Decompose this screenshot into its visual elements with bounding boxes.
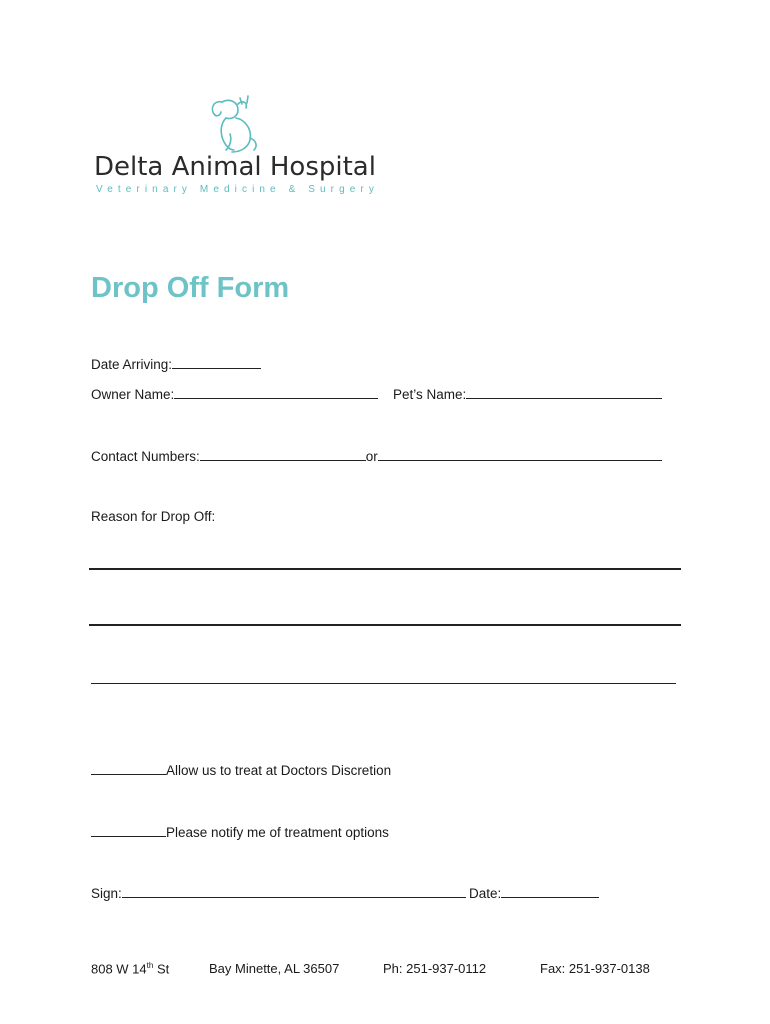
sign-label: Sign:	[91, 886, 122, 901]
dog-cat-icon	[206, 94, 268, 156]
allow-treat-field[interactable]	[91, 762, 166, 775]
form-title: Drop Off Form	[91, 272, 290, 304]
footer-fax: Fax: 251-937-0138	[540, 961, 650, 976]
or-label: or	[365, 449, 378, 464]
sign-date-field[interactable]	[501, 885, 599, 898]
footer-address-number: 808 W 14	[91, 961, 147, 977]
contact-numbers-row	[91, 448, 662, 464]
contact-numbers-label: Contact Numbers:	[91, 449, 200, 464]
reason-label: Reason for Drop Off:	[91, 509, 216, 524]
contact-number-1-field[interactable]	[200, 448, 366, 461]
contact-number-2-field[interactable]	[378, 448, 662, 461]
hospital-logo	[88, 94, 388, 204]
pets-name-field[interactable]	[466, 386, 662, 399]
pets-name-row	[393, 386, 662, 402]
footer-address-ordinal: th	[146, 961, 154, 970]
reason-line-1[interactable]	[89, 568, 681, 570]
date-arriving-field[interactable]	[172, 356, 261, 369]
notify-label: Please notify me of treatment options	[166, 825, 389, 840]
date-label: Date:	[469, 886, 502, 901]
owner-name-row	[91, 386, 378, 402]
reason-line-2[interactable]	[89, 624, 681, 626]
signature-field[interactable]	[122, 885, 466, 898]
pets-name-label: Pet’s Name:	[393, 387, 467, 402]
owner-name-label: Owner Name:	[91, 387, 175, 402]
sign-row	[91, 885, 466, 901]
hospital-tagline: Veterinary Medicine & Surgery	[96, 184, 379, 195]
footer-phone: Ph: 251-937-0112	[383, 961, 487, 976]
allow-treat-label: Allow us to treat at Doctors Discretion	[166, 763, 392, 778]
notify-field[interactable]	[91, 824, 166, 837]
allow-treat-row	[91, 762, 391, 778]
notify-row	[91, 824, 389, 840]
date-arriving-label: Date Arriving:	[91, 357, 173, 372]
reason-line-3[interactable]	[91, 683, 676, 684]
date-arriving-row	[91, 356, 261, 372]
footer-city: Bay Minette, AL 36507	[209, 961, 340, 976]
hospital-name: Delta Animal Hospital	[94, 152, 376, 182]
footer-address-street: St	[153, 961, 170, 977]
footer-address	[91, 961, 169, 976]
sign-date-row	[469, 885, 599, 901]
owner-name-field[interactable]	[174, 386, 378, 399]
